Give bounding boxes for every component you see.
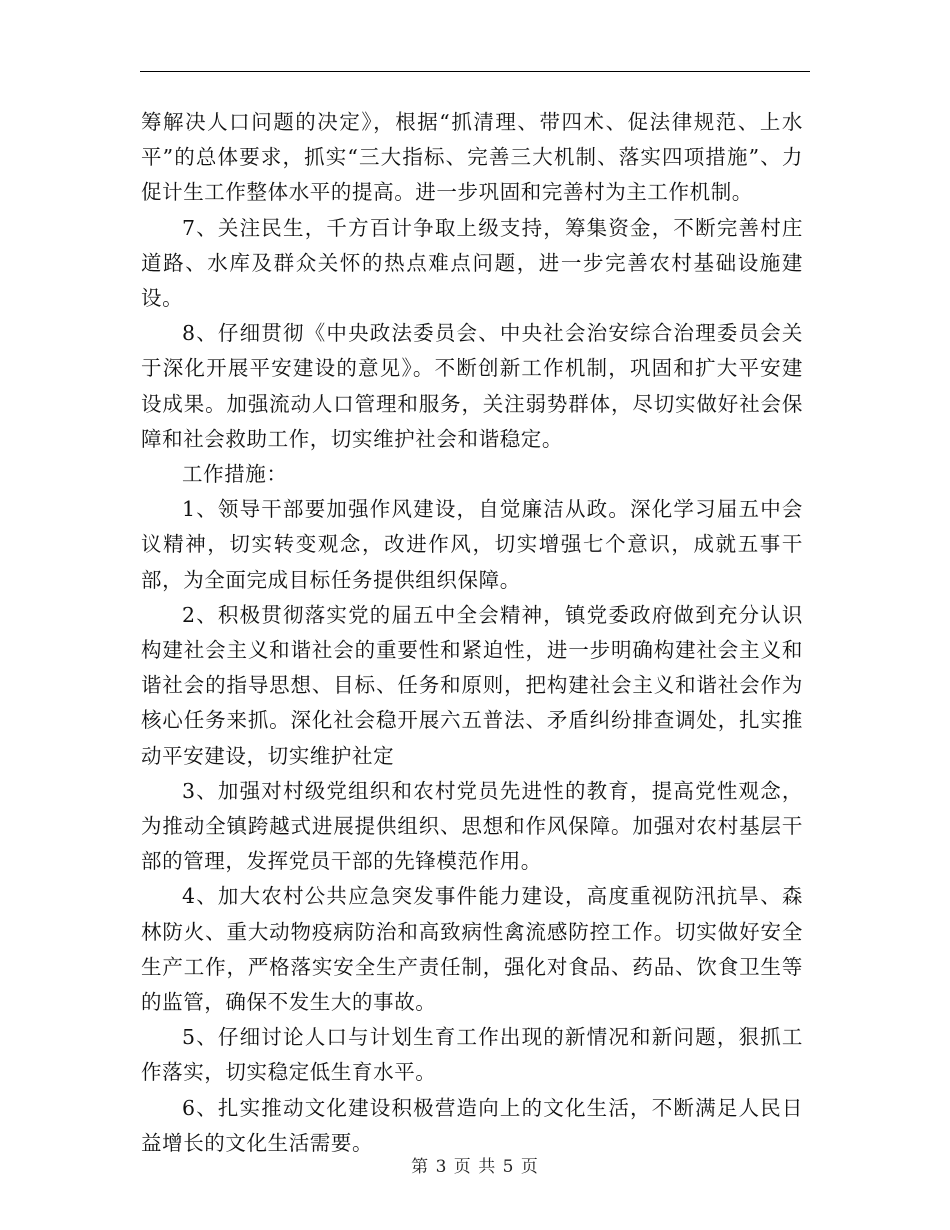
section-heading-work-measures: 工作措施： [182,462,288,487]
measure-item-1: 1、领导干部要加强作风建设，自觉廉洁从政。深化学习届五中会议精神，切实转变观念，改进作风，切实增强七个意识，成就五事干部，为全面完成目标任务提供组织保障。 [141,497,803,592]
document-body [141,105,803,1161]
measure-item-5: 5、仔细讨论人口与计划生育工作出现的新情况和新问题，狠抓工作落实，切实稳定低生育水平。 [141,1025,803,1085]
paragraph-item-7: 7、关注民生，千方百计争取上级支持，筹集资金，不断完善村庄道路、水库及群众关怀的热点难点问题，进一步完善农村基础设施建设。 [141,215,803,311]
page-number-footer: 第 3 页 共 5 页 [411,1157,539,1177]
measure-item-3: 3、加强对村级党组织和农村党员先进性的教育，提高党性观念，为推动全镇跨越式进展提供组织、思想和作风保障。加强对农村基层干部的管理，发挥党员干部的先锋模范作用。 [141,778,803,874]
measure-item-6: 6、扎实推动文化建设积极营造向上的文化生活，不断满足人民日益增长的文化生活需要。 [141,1095,803,1155]
measure-item-2: 2、积极贯彻落实党的届五中全会精神，镇党委政府做到充分认识构建社会主义和谐社会的重要性和紧迫性，进一步明确构建社会主义和谐社会的指导思想、目标、任务和原则，把构建社会主义和谐社会作为核心任务来抓。深化社会稳开展六五普法、矛盾纠纷排查调处，扎实推动平安建设，切实维护社定 [141,602,803,768]
paragraph-item-8: 8、仔细贯彻《中央政法委员会、中央社会治安综合治理委员会关于深化开展平安建设的意见》。不断创新工作机制，巩固和扩大平安建设成果。加强流动人口管理和服务，关注弱势群体，尽切实做好社会保障和社会救助工作，切实维护社会和谐稳定。 [141,321,803,451]
measure-item-4: 4、加大农村公共应急突发事件能力建设，高度重视防汛抗旱、森林防火、重大动物疫病防治和高致病性禽流感防控工作。切实做好安全生产工作，严格落实安全生产责任制，强化对食品、药品、饮食卫生等的监管，确保不发生大的事故。 [141,884,803,1015]
paragraph-continuation: 筹解决人口问题的决定》，根据“抓清理、带四术、促法律规范、上水平”的总体要求，抓实“三大指标、完善三大机制、落实四项措施”、力促计生工作整体水平的提高。进一步巩固和完善村为主工作机制。 [141,110,803,205]
header-rule [140,71,810,72]
